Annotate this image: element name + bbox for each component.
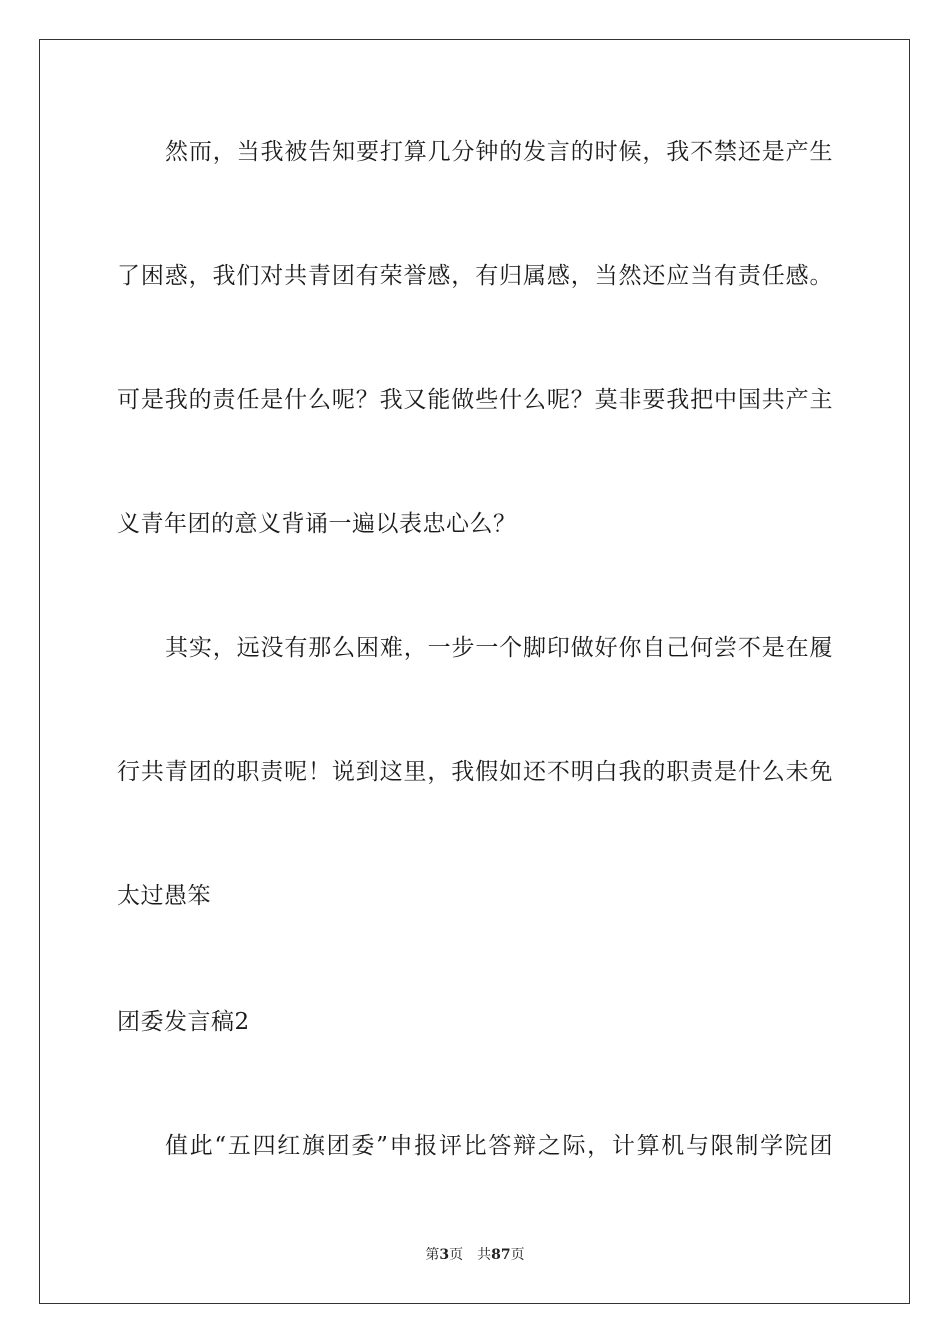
current-page-number: 3 [439, 1247, 450, 1263]
page-border [39, 39, 910, 1304]
footer-total-prefix: 共 [477, 1247, 492, 1263]
total-pages-number: 87 [491, 1247, 511, 1263]
footer-total-suffix: 页 [510, 1247, 525, 1263]
paragraph-line: 其实，远没有那么困难，一步一个脚印做好你自己何尝不是在履 [165, 635, 833, 661]
paragraph-line: 太过愚笨 [117, 883, 211, 909]
section-heading: 团委发言稿2 [117, 1009, 250, 1035]
paragraph-line: 值此“五四红旗团委”申报评比答辩之际，计算机与限制学院团 [165, 1133, 833, 1159]
footer-prefix: 第 [425, 1247, 440, 1263]
page-footer [0, 1246, 950, 1264]
paragraph-line: 可是我的责任是什么呢？我又能做些什么呢？莫非要我把中国共产主 [117, 387, 833, 413]
paragraph-line: 行共青团的职责呢！说到这里，我假如还不明白我的职责是什么未免 [117, 759, 833, 785]
paragraph-line: 了困惑，我们对共青团有荣誉感，有归属感，当然还应当有责任感。 [117, 263, 833, 289]
paragraph-line: 然而，当我被告知要打算几分钟的发言的时候，我不禁还是产生 [165, 139, 833, 165]
paragraph-line: 义青年团的意义背诵一遍以表忠心么？ [117, 511, 517, 537]
footer-page-suffix: 页 [449, 1247, 464, 1263]
